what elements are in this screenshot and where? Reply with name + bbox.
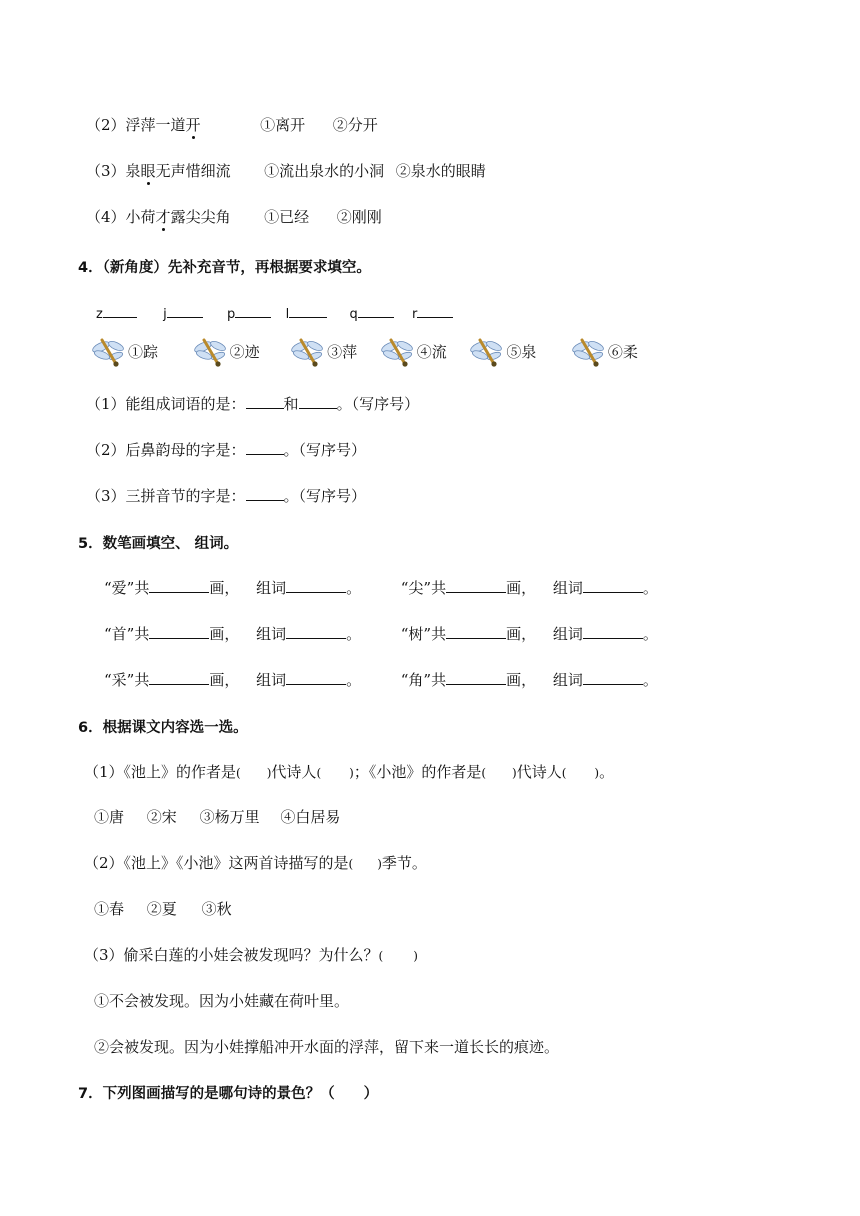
q6-sub-2: （2）《池上》《小池》这两首诗描写的是( )季节。 [84,854,427,872]
q6-answer-1: ①不会被发现。因为小娃藏在荷叶里。 [94,992,350,1010]
word-blank[interactable] [286,671,346,685]
q6-options-2: ①春 ②夏 ③秋 [94,900,232,918]
pinyin-blank[interactable] [358,304,394,318]
q6-title: 6．根据课文内容选一选。 [78,720,248,736]
q6-sub-3: （3）偷采白莲的小娃会被发现吗？为什么？( ) [84,946,418,964]
word-blank[interactable] [286,579,346,593]
pinyin-blank[interactable] [235,304,271,318]
q5-row-3: “采”共 画， 组词 。 “角”共 画， 组词 。 [104,671,658,689]
stroke-count-blank[interactable] [446,671,506,685]
pinyin-blank[interactable] [289,304,327,318]
stroke-count-blank[interactable] [149,625,209,639]
stroke-count-blank[interactable] [149,671,209,685]
answer-blank[interactable] [299,395,337,409]
word-blank[interactable] [583,625,643,639]
q6-sub-1: （1）《池上》的作者是( )代诗人( )；《小池》的作者是( )代诗人( )。 [84,763,615,781]
q5-title: 5．数笔画填空、 组词。 [78,536,239,552]
answer-blank[interactable] [246,487,284,501]
answer-blank[interactable] [246,395,284,409]
dragonfly-icon [291,338,325,368]
pinyin-blank[interactable] [103,304,137,318]
q3-item-2: （2）浮萍一道开 ①离开 ②分开 [86,116,378,134]
word-blank[interactable] [286,625,346,639]
q4-sub-2: （2）后鼻韵母的字是： 。（写序号） [86,441,367,459]
dragonfly-icon [381,338,415,368]
dragonfly-icon [572,338,606,368]
stroke-count-blank[interactable] [446,625,506,639]
stroke-count-blank[interactable] [446,579,506,593]
dragonfly-icon [92,338,126,368]
word-blank[interactable] [583,579,643,593]
q4-pinyin-row: z j p l q r [96,304,453,322]
stroke-count-blank[interactable] [149,579,209,593]
q5-row-2: “首”共 画， 组词 。 “树”共 画， 组词 。 [104,625,658,643]
q6-options-1: ①唐 ②宋 ③杨万里 ④白居易 [94,808,341,826]
dragonfly-icon [470,338,504,368]
q5-row-1: “爱”共 画， 组词 。 “尖”共 画， 组词 。 [104,579,658,597]
answer-blank[interactable] [246,441,284,455]
pinyin-blank[interactable] [417,304,453,318]
q6-answer-2: ②会被发现。因为小娃撑船冲开水面的浮萍，留下来一道长长的痕迹。 [94,1038,560,1056]
word-blank[interactable] [583,671,643,685]
q4-sub-3: （3）三拼音节的字是： 。（写序号） [86,487,367,505]
pinyin-blank[interactable] [167,304,203,318]
q3-item-3: （3）泉眼无声惜细流 ①流出泉水的小洞 ②泉水的眼睛 [86,162,486,180]
q4-sub-1: （1）能组成词语的是： 和 。（写序号） [86,395,420,413]
q4-char-row: ①踪 ②迹 ③萍 ④流 ⑤泉 ⑥柔 [92,338,638,368]
q3-item-4: （4）小荷才露尖尖角 ①已经 ②刚刚 [86,208,382,226]
q7-title: 7．下列图画描写的是哪句诗的景色？（ ） [78,1086,379,1102]
q4-title: 4．（新角度）先补充音节，再根据要求填空。 [78,260,371,276]
dragonfly-icon [194,338,228,368]
